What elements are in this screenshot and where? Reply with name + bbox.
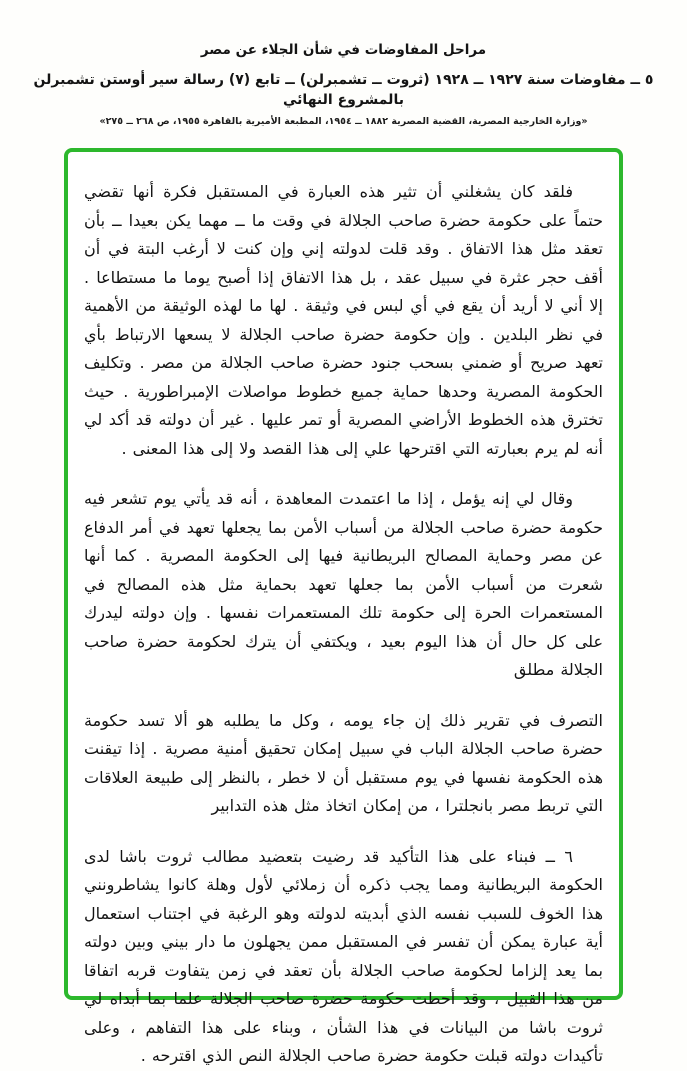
paragraph-1: فلقد كان يشغلني أن تثير هذه العبارة في المستقبل فكرة أنها تقضي حتماً على حكومة حضرة صاحب الجلالة في وقت ما ــ مهما يكن بعيدا ــ بأن تعقد مثل هذا الاتفاق . وقد قلت لدولته إني وإن كنت لا أرغب البتة في أن أقف حجر عثرة في سبيل عقد ، بل هذا الاتفاق إذا أصبح يوما ما مستطاعا . إلا أني لا أريد أن يقع في أي لبس في وثيقة . لها ما لهذه الوثيقة من الأهمية في نظر البلدين . وإن حكومة حضرة صاحب الجلالة لا يسعها الارتباط بأي تعهد صريح أو ضمني بسحب جنود حضرة صاحب الجلالة من مصر . وتكليف الحكومة المصرية وحدها حماية جميع خطوط مواصلات الإمبراطورية . حيث تخترق هذه الخطوط الأراضي المصرية أو تمر عليها . غير أن دولته قد أكد لي أنه لم يرم بعبارته التي اقترحها علي إلى هذا القصد ولا إلى هذا المعنى .: [84, 182, 603, 458]
paragraph-2: وقال لي إنه يؤمل ، إذا ما اعتمدت المعاهدة ، أنه قد يأتي يوم تشعر فيه حكومة حضرة صاحب الجلالة من أسباب الأمن بما يجعلها تعهد في أمر الدفاع عن مصر وحماية المصالح البريطانية فيها إلى الحكومة المصرية . كما أنها شعرت من أسباب الأمن بما جعلها تعهد بحماية مثل هذه المصالح في المستعمرات الحرة إلى حكومة تلك المستعمرات نفسها . وإن دولته ليدرك على كل حال أن هذا اليوم بعيد ، ويكتفي أن يترك لحكومة حضرة صاحب الجلالة مطلق: [84, 489, 603, 679]
paragraph-4: ٦ ــ فبناء على هذا التأكيد قد رضيت بتعضيد مطالب ثروت باشا لدى الحكومة البريطانية ومما يجب ذكره أن زملائي لأول وهلة كانوا يشاطرونني هذا الخوف للسبب نفسه الذي أبديته لدولته وهو الرغبة في اجتناب استعمال أية عبارة يمكن أن تفسر في المستقبل ممن يجهلون ما دار بيني وبين دولته بما يعد إلزاما لحكومة صاحب الجلالة بأن تعقد في زمن يتفاوت قربه اتفاقا من هذا القبيل ، وقد أحطت حكومة حضرة صاحب الجلالة علما بما أبداه لي ثروت باشا من البيانات في هذا الشأن ، وبناء على هذا التفاهم ، وعلى تأكيدات دولته قبلت حكومة حضرة صاحب الجلالة النص الذي اقترحه .: [84, 846, 603, 1065]
paragraph-3: التصرف في تقرير ذلك إن جاء يومه ، وكل ما يطلبه هو ألا تسد حكومة حضرة صاحب الجلالة الباب في سبيل إمكان تحقيق أمنية مصرية . إذا تيقنت هذه الحكومة نفسها في يوم مستقبل أن لا خطر ، بالنظر إلى طبيعة العلاقات التي تربط مصر بانجلترا ، من إمكان اتخاذ مثل هذه التدابير: [84, 710, 603, 815]
document-title: مراحل المفاوضات في شأن الجلاء عن مصر: [200, 42, 487, 58]
section-heading: ٥ ــ مفاوضات سنة ١٩٢٧ ــ ١٩٢٨ (ثروت ــ تشمبرلن) ــ تابع (٧) رسالة سير أوستن تشمبرلن بالمشروع النهائي: [33, 72, 654, 108]
bordered-text-box: [64, 148, 623, 1065]
document-header: [0, 0, 687, 127]
source-citation: «وزارة الخارجية المصرية، القضية المصرية ١٨٨٢ ــ ١٩٥٤، المطبعة الأميرية بالقاهرة ١٩٥٥، ص ٢٦٨ ــ ٢٧٥»: [99, 116, 588, 127]
